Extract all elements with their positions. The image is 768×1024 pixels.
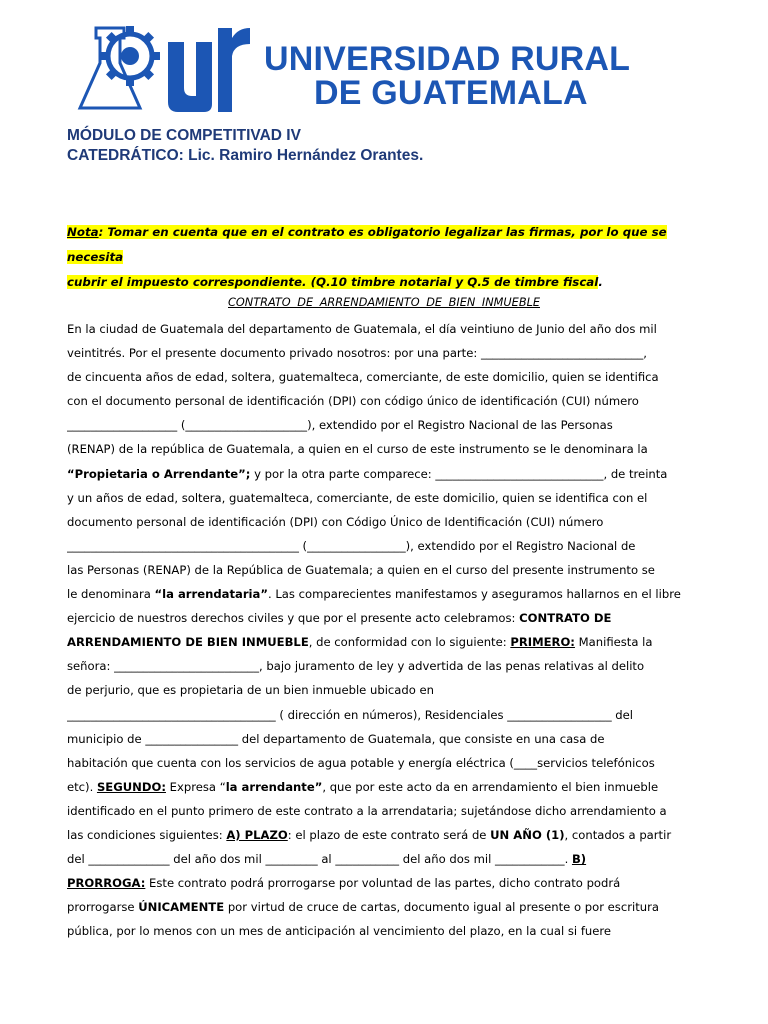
contract-line [67, 630, 701, 654]
contract-line [67, 341, 701, 365]
contract-line [67, 582, 701, 606]
contract-text-run: prorrogarse [67, 900, 139, 915]
contract-line [67, 486, 701, 510]
contract-line [67, 365, 701, 389]
contract-text-run: etc). [67, 779, 97, 794]
contract-line [67, 462, 701, 486]
contract-line [67, 654, 701, 678]
contract-text-run: A) PLAZO [226, 827, 288, 842]
contract-text-run: con el documento personal de identificación (DPI) con código único de identificación (CUI) número [67, 394, 639, 409]
contract-text-run: Expresa “ [165, 779, 226, 794]
note-text-1: : Tomar en cuenta que en el contrato es obligatorio legalizar las firmas, por lo que se necesita [67, 225, 667, 264]
contract-text-run: veintitrés. Por el presente documento privado nosotros: por una parte: ____________________________, [67, 346, 647, 361]
contract-text-run: . Las comparecientes manifestamos y aseguramos hallarnos en el libre [267, 587, 681, 602]
contract-line [67, 606, 701, 630]
contract-text-run: de perjurio, que es propietaria de un bien inmueble ubicado en [67, 683, 435, 698]
contract-text-run: señora: _________________________, bajo juramento de ley y advertida de las penas relativas al delito [67, 659, 645, 674]
contract-text-run: identificado en el punto primero de este contrato a la arrendataria; sujetándose dicho arrendamiento a [67, 803, 667, 818]
contract-text-run: “ [67, 466, 75, 481]
contract-line [67, 317, 701, 341]
contract-line [67, 558, 701, 582]
contract-text-run: “la arrendataria” [154, 587, 268, 602]
contract-text-run: de cincuenta años de edad, soltera, guatemalteca, comerciante, de este domicilio, quien se identifica [67, 370, 659, 385]
contract-text-run: ____________________________________ ( dirección en números), Residenciales __________________ del [67, 707, 634, 722]
instructor-line: CATEDRÁTICO: Lic. Ramiro Hernández Orantes. [67, 147, 424, 164]
contract-line [67, 727, 701, 751]
contract-text-run: y por la otra parte comparece: _____________________________, de treinta [250, 466, 668, 481]
note-line-2-end: . [598, 275, 603, 289]
contract-text-run: (RENAP) de la república de Guatemala, a quien en el curso de este instrumento se le denominara la [67, 442, 648, 457]
note-label: Nota [67, 225, 99, 239]
contract-text-run: CONTRATO DE [519, 611, 612, 626]
contract-line [67, 703, 701, 727]
contract-text-run: UN AÑO (1) [490, 827, 565, 842]
contract-text-run: del ______________ del año dos mil _________ al ___________ del año dos mil ____________. [67, 852, 572, 867]
contract-text-run: documento personal de identificación (DPI) con Código Único de Identificación (CUI) número [67, 514, 604, 529]
contract-text-run: por virtud de cruce de cartas, documento igual al presente o por escritura [224, 900, 659, 915]
contract-text-run: las condiciones siguientes: [67, 827, 227, 842]
contract-text-run: PRORROGA: [67, 876, 146, 891]
contract-text-run: PRIMERO: [510, 635, 575, 650]
contract-line [67, 775, 701, 799]
contract-line [67, 678, 701, 702]
note-line-1 [67, 225, 667, 264]
contract-text-run: ___________________ (_____________________), extendido por el Registro Nacional de las Personas [67, 418, 613, 433]
contract-text-run: , de conformidad con lo siguiente: [308, 635, 511, 650]
contract-line [67, 895, 701, 919]
contract-text-run: habitación que cuenta con los servicios de agua potable y energía eléctrica (____servicios telefónicos [67, 755, 655, 770]
contract-text-run: le denominara [67, 587, 155, 602]
contract-line [67, 751, 701, 775]
contract-text-run: , contados a partir [564, 827, 672, 842]
contract-text-run: , que por este acto da en arrendamiento el bien inmueble [322, 779, 659, 794]
contract-text-run: la arrendante” [225, 779, 323, 794]
contract-line [67, 413, 701, 437]
course-info [67, 126, 423, 166]
contract-text-run: municipio de ________________ del departamento de Guatemala, que consiste en una casa de [67, 731, 605, 746]
contract-text-run: ejercicio de nuestros derechos civiles y que por el presente acto celebramos: [67, 611, 520, 626]
contract-text-run: Propietaria o Arrendante”; [74, 466, 251, 481]
contract-text-run: : el plazo de este contrato será de [287, 827, 491, 842]
contract-text-run: ÚNICAMENTE [138, 900, 225, 915]
university-name [264, 42, 630, 110]
contract-text-run: ARRENDAMIENTO DE BIEN INMUEBLE [67, 635, 309, 650]
course-title: MÓDULO DE COMPETITIVAD IV [67, 127, 301, 144]
note-line-2: cubrir el impuesto correspondiente. (Q.10 timbre notarial y Q.5 de timbre fiscal [67, 275, 599, 289]
university-name-line2: DE GUATEMALA [314, 74, 588, 112]
contract-line [67, 847, 701, 871]
contract-text-run: las Personas (RENAP) de la República de Guatemala; a quien en el curso del presente instrumento se [67, 562, 655, 577]
note-block [67, 220, 707, 295]
contract-line [67, 389, 701, 413]
contract-body [67, 317, 701, 943]
contract-line [67, 871, 701, 895]
contract-line [67, 823, 701, 847]
contract-line [67, 799, 701, 823]
contract-text-run: ________________________________________ (_________________), extendido por el Registro Nacional de [67, 538, 636, 553]
contract-line [67, 437, 701, 461]
contract-line [67, 534, 701, 558]
contract-text-run: y un años de edad, soltera, guatemalteca, comerciante, de este domicilio, quien se identifica con el [67, 490, 648, 505]
contract-text-run: Manifiesta la [574, 635, 653, 650]
university-logo-icon [72, 8, 252, 118]
contract-text-run: pública, por lo menos con un mes de anticipación al vencimiento del plazo, en la cual si fuere [67, 924, 612, 939]
contract-text-run: Este contrato podrá prorrogarse por voluntad de las partes, dicho contrato podrá [145, 876, 621, 891]
contract-line [67, 919, 701, 943]
contract-text-run: B) [571, 852, 587, 867]
contract-title: CONTRATO DE ARRENDAMIENTO DE BIEN INMUEBLE [228, 296, 540, 309]
contract-text-run: En la ciudad de Guatemala del departamento de Guatemala, el día veintiuno de Junio del año dos mil [67, 322, 657, 336]
university-name-line1: UNIVERSIDAD RURAL [264, 40, 631, 78]
contract-text-run: SEGUNDO: [96, 779, 166, 794]
contract-line [67, 510, 701, 534]
